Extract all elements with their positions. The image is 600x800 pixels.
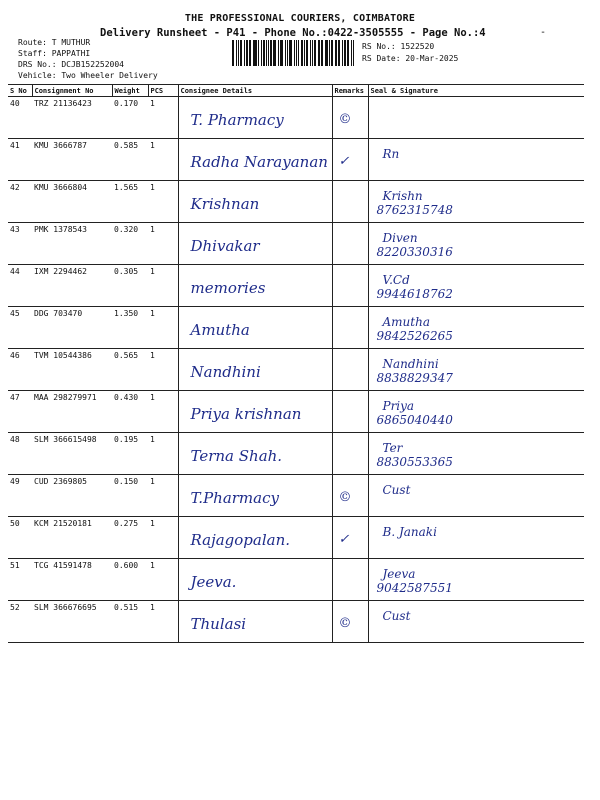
- cell-weight: 1.565: [112, 181, 148, 223]
- col-header-seal: Seal & Signature: [368, 85, 584, 97]
- signature-handwriting: Ter: [382, 441, 403, 455]
- cell-weight: 0.195: [112, 433, 148, 475]
- runsheet-title: THE PROFESSIONAL COURIERS, COIMBATORE: [184, 13, 416, 24]
- cell-consignment: DDG 703470: [32, 307, 112, 349]
- consignee-handwriting: Jeeva.: [190, 573, 237, 591]
- cell-consignment: MAA 298279971: [32, 391, 112, 433]
- cell-remark: [332, 97, 368, 139]
- cell-sno: 42: [8, 181, 32, 223]
- cell-remark: [332, 601, 368, 643]
- consignee-handwriting: memories: [190, 279, 266, 297]
- cell-signature: [368, 433, 584, 475]
- cell-signature: [368, 559, 584, 601]
- col-header-remarks: Remarks: [332, 85, 368, 97]
- signature-handwriting: B. Janaki: [382, 525, 437, 539]
- cell-weight: 0.150: [112, 475, 148, 517]
- remark-mark: ©: [338, 490, 352, 505]
- cell-signature: [368, 181, 584, 223]
- cell-pcs: 1: [148, 433, 178, 475]
- signature-handwriting: Cust: [382, 609, 411, 623]
- table-row: [8, 223, 584, 265]
- cell-consignment: IXM 2294462: [32, 265, 112, 307]
- signature-handwriting: V.Cd: [382, 273, 410, 287]
- col-header-sno: S No: [8, 85, 32, 97]
- remark-mark: ✓: [338, 154, 350, 169]
- consignee-handwriting: Nandhini: [190, 363, 261, 381]
- phone-handwriting: 9842526265: [376, 329, 453, 343]
- consignee-handwriting: Priya krishnan: [190, 405, 302, 423]
- table-row: [8, 349, 584, 391]
- consignee-handwriting: Dhivakar: [190, 237, 260, 255]
- table-row: [8, 97, 584, 139]
- cell-remark: [332, 223, 368, 265]
- cell-pcs: 1: [148, 349, 178, 391]
- cell-pcs: 1: [148, 475, 178, 517]
- signature-handwriting: Cust: [382, 483, 411, 497]
- cell-consignment: KMU 3666804: [32, 181, 112, 223]
- cell-consignment: TVM 10544386: [32, 349, 112, 391]
- rs-date: RS Date: 20-Mar-2025: [362, 54, 459, 63]
- cell-consignee: [178, 349, 332, 391]
- cell-consignee: [178, 391, 332, 433]
- consignee-handwriting: Rajagopalan.: [190, 531, 291, 549]
- cell-weight: 0.275: [112, 517, 148, 559]
- cell-remark: [332, 181, 368, 223]
- runsheet-subtitle: Delivery Runsheet - P41 - Phone No.:0422-3505555 - Page No.:4: [100, 27, 486, 39]
- cell-pcs: 1: [148, 181, 178, 223]
- cell-sno: 48: [8, 433, 32, 475]
- cell-consignee: [178, 517, 332, 559]
- cell-signature: [368, 391, 584, 433]
- cell-sno: 45: [8, 307, 32, 349]
- cell-consignee: [178, 181, 332, 223]
- cell-weight: 0.600: [112, 559, 148, 601]
- cell-remark: [332, 307, 368, 349]
- consignee-handwriting: T. Pharmacy: [190, 111, 284, 129]
- cell-remark: [332, 265, 368, 307]
- table-row: [8, 181, 584, 223]
- cell-signature: [368, 139, 584, 181]
- remark-mark: ✓: [338, 532, 350, 547]
- runsheet-table: [8, 84, 584, 643]
- phone-handwriting: 9944618762: [376, 287, 453, 301]
- vehicle-label: Vehicle: Two Wheeler Delivery: [18, 71, 158, 80]
- cell-consignment: KCM 21520181: [32, 517, 112, 559]
- cell-pcs: 1: [148, 223, 178, 265]
- cell-sno: 46: [8, 349, 32, 391]
- cell-pcs: 1: [148, 307, 178, 349]
- cell-pcs: 1: [148, 265, 178, 307]
- remark-mark: ©: [338, 112, 352, 127]
- cell-weight: 0.585: [112, 139, 148, 181]
- phone-handwriting: 6865040440: [376, 413, 453, 427]
- cell-pcs: 1: [148, 601, 178, 643]
- table-row: [8, 517, 584, 559]
- signature-handwriting: Priya: [382, 399, 415, 413]
- cell-consignee: [178, 601, 332, 643]
- table-row: [8, 307, 584, 349]
- table-row: [8, 139, 584, 181]
- cell-consignee: [178, 307, 332, 349]
- table-row: [8, 433, 584, 475]
- cell-weight: 0.305: [112, 265, 148, 307]
- cell-consignee: [178, 559, 332, 601]
- consignee-handwriting: Radha Narayanan: [190, 153, 328, 171]
- cell-pcs: 1: [148, 517, 178, 559]
- signature-handwriting: Jeeva: [382, 567, 416, 581]
- consignee-handwriting: Amutha: [190, 321, 250, 339]
- signature-handwriting: Rn: [382, 147, 400, 161]
- phone-handwriting: 8838829347: [376, 371, 453, 385]
- cell-sno: 47: [8, 391, 32, 433]
- cell-pcs: 1: [148, 559, 178, 601]
- col-header-pcs: PCS: [148, 85, 178, 97]
- cell-consignee: [178, 139, 332, 181]
- rs-number: RS No.: 1522520: [362, 42, 435, 51]
- cell-pcs: 1: [148, 97, 178, 139]
- cell-consignee: [178, 265, 332, 307]
- cell-pcs: 1: [148, 139, 178, 181]
- cell-consignee: [178, 433, 332, 475]
- table-row: [8, 391, 584, 433]
- cell-sno: 52: [8, 601, 32, 643]
- staff-label: Staff: PAPPATHI: [18, 49, 91, 58]
- cell-sno: 50: [8, 517, 32, 559]
- table-row: [8, 601, 584, 643]
- cell-signature: [368, 517, 584, 559]
- consignee-handwriting: Terna Shah.: [190, 447, 283, 465]
- cell-remark: [332, 559, 368, 601]
- consignee-handwriting: Thulasi: [190, 615, 247, 633]
- barcode-image: [232, 40, 355, 66]
- cell-consignment: CUD 2369805: [32, 475, 112, 517]
- cell-consignment: KMU 3666787: [32, 139, 112, 181]
- signature-handwriting: Diven: [382, 231, 418, 245]
- consignee-handwriting: T.Pharmacy: [190, 489, 279, 507]
- cell-weight: 0.515: [112, 601, 148, 643]
- cell-weight: 0.565: [112, 349, 148, 391]
- cell-remark: [332, 139, 368, 181]
- table-row: [8, 559, 584, 601]
- cell-consignment: SLM 366615498: [32, 433, 112, 475]
- cell-remark: [332, 433, 368, 475]
- cell-sno: 40: [8, 97, 32, 139]
- cell-consignment: SLM 366676695: [32, 601, 112, 643]
- cell-consignment: TCG 41591478: [32, 559, 112, 601]
- cell-signature: [368, 265, 584, 307]
- cell-signature: [368, 601, 584, 643]
- cell-consignee: [178, 223, 332, 265]
- table-row: [8, 475, 584, 517]
- remark-mark: ©: [338, 616, 352, 631]
- signature-handwriting: Krishn: [382, 189, 423, 203]
- cell-sno: 49: [8, 475, 32, 517]
- route-label: Route: T MUTHUR: [18, 38, 91, 47]
- table-header-row: [8, 85, 584, 97]
- drs-number: DRS No.: DCJB152252004: [18, 60, 124, 69]
- cell-signature: [368, 475, 584, 517]
- signature-handwriting: Nandhini: [382, 357, 439, 371]
- cell-weight: 0.170: [112, 97, 148, 139]
- cell-remark: [332, 517, 368, 559]
- col-header-weight: Weight: [112, 85, 148, 97]
- cell-consignment: PMK 1378543: [32, 223, 112, 265]
- cell-sno: 43: [8, 223, 32, 265]
- cell-consignee: [178, 97, 332, 139]
- cell-signature: [368, 307, 584, 349]
- col-header-consignment: Consignment No: [32, 85, 112, 97]
- phone-handwriting: 8830553365: [376, 455, 453, 469]
- phone-handwriting: 8762315748: [376, 203, 453, 217]
- cell-weight: 1.350: [112, 307, 148, 349]
- cell-consignee: [178, 475, 332, 517]
- consignee-handwriting: Krishnan: [190, 195, 260, 213]
- phone-handwriting: 8220330316: [376, 245, 453, 259]
- cell-weight: 0.430: [112, 391, 148, 433]
- cell-signature: [368, 223, 584, 265]
- col-header-consignee: Consignee Details: [178, 85, 332, 97]
- cell-weight: 0.320: [112, 223, 148, 265]
- cell-signature: [368, 349, 584, 391]
- dash-mark: -: [540, 27, 547, 38]
- table-row: [8, 265, 584, 307]
- cell-remark: [332, 349, 368, 391]
- cell-signature: [368, 97, 584, 139]
- cell-remark: [332, 391, 368, 433]
- cell-remark: [332, 475, 368, 517]
- cell-sno: 41: [8, 139, 32, 181]
- cell-sno: 44: [8, 265, 32, 307]
- cell-consignment: TRZ 21136423: [32, 97, 112, 139]
- cell-sno: 51: [8, 559, 32, 601]
- phone-handwriting: 9042587551: [376, 581, 453, 595]
- signature-handwriting: Amutha: [382, 315, 430, 329]
- cell-pcs: 1: [148, 391, 178, 433]
